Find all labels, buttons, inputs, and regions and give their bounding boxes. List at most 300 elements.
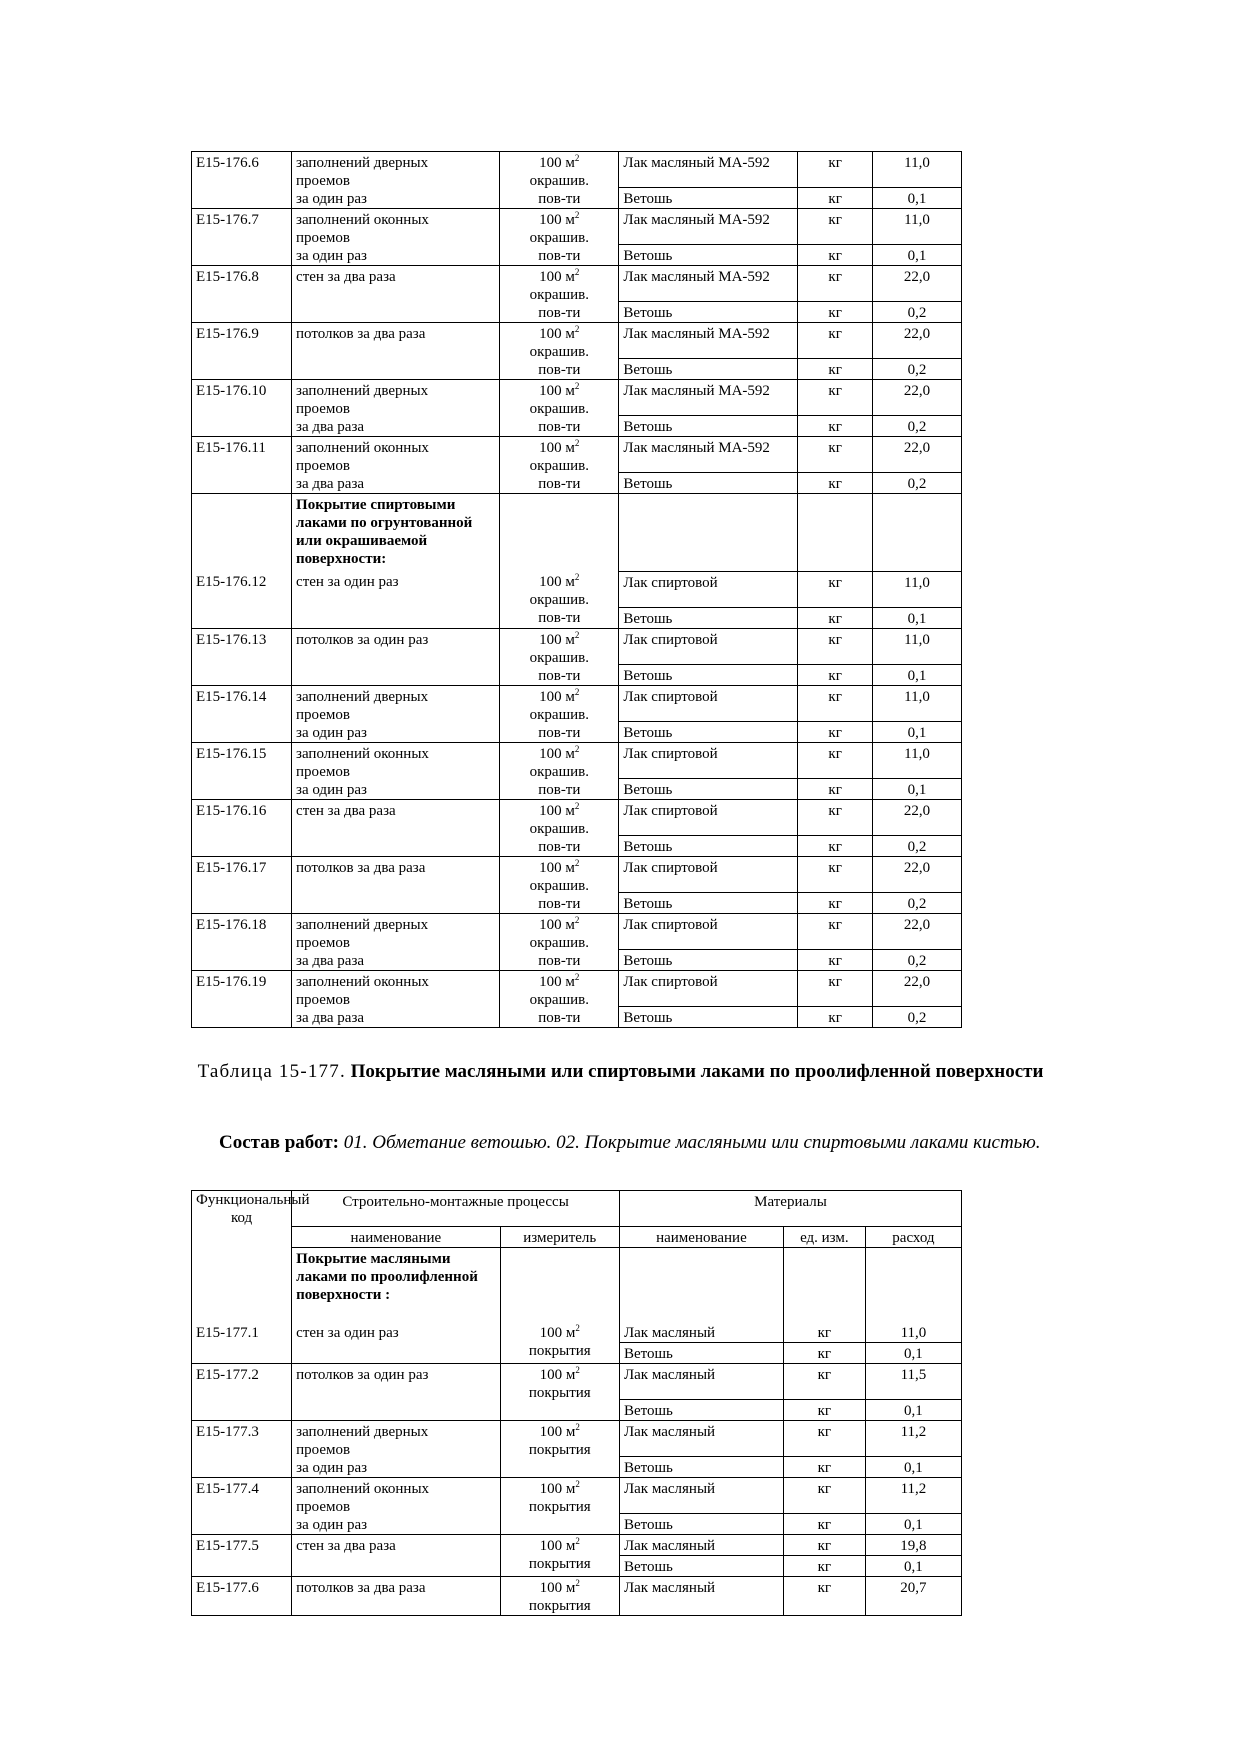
material-name: Лак масляный MA-592 xyxy=(619,152,798,188)
material-name: Лак спиртовой xyxy=(619,799,798,835)
code-cell: E15-176.16 xyxy=(192,799,292,856)
material-consumption: 22,0 xyxy=(873,856,962,892)
process-name xyxy=(292,571,500,628)
measure-line: окрашив. xyxy=(529,991,589,1008)
code-cell: E15-177.3 xyxy=(192,1420,292,1477)
measure-cell xyxy=(500,628,619,685)
table-row xyxy=(192,494,962,572)
measure-line: 100 $м^2$ xyxy=(539,438,580,456)
process-name-line: за один раз xyxy=(296,1516,368,1533)
material-name: Лак масляный xyxy=(619,1534,783,1555)
measure-cell xyxy=(500,1576,619,1615)
header-consumption: расход xyxy=(865,1227,961,1248)
process-name-line: заполнений оконных xyxy=(296,212,429,228)
material-unit: кг xyxy=(798,685,873,721)
table-row xyxy=(192,913,962,931)
measure-line: покрытия xyxy=(528,1384,591,1401)
material-consumption: 0,1 xyxy=(865,1555,961,1576)
material-unit: кг xyxy=(798,416,873,437)
material-name: Ветошь xyxy=(619,1456,783,1477)
process-name-line: за два раза xyxy=(296,1009,365,1026)
table-row xyxy=(192,437,962,455)
measure-line: окрашив. xyxy=(529,230,589,246)
process-name-line: проемов xyxy=(296,173,350,189)
material-name: Лак масляный MA-592 xyxy=(619,437,798,473)
measure-cell xyxy=(500,380,619,437)
process-name xyxy=(292,970,500,1027)
measure-line: пов-ти xyxy=(538,724,581,741)
material-name: Лак масляный MA-592 xyxy=(619,209,798,245)
material-name: Ветошь xyxy=(619,892,798,913)
header-mat-name: наименование xyxy=(619,1227,783,1248)
measure-line: пов-ти xyxy=(538,191,581,207)
material-name: Ветошь xyxy=(619,664,798,685)
code-cell: E15-176.7 xyxy=(192,209,292,266)
material-unit: кг xyxy=(798,266,873,302)
measure-cell xyxy=(500,742,619,799)
material-name: Ветошь xyxy=(619,245,798,266)
code-cell: E15-176.19 xyxy=(192,970,292,1027)
measure-cell xyxy=(500,152,619,209)
material-name: Лак масляный MA-592 xyxy=(619,380,798,416)
material-name: Ветошь xyxy=(619,359,798,380)
code-cell: E15-176.10 xyxy=(192,380,292,437)
process-name-line: за два раза xyxy=(296,952,365,969)
material-unit: кг xyxy=(798,664,873,685)
process-name xyxy=(292,323,500,380)
measure-line: 100 $м^2$ xyxy=(539,800,580,819)
code-cell: E15-176.11 xyxy=(192,437,292,494)
process-name xyxy=(292,266,500,323)
measure-cell xyxy=(500,799,619,856)
material-name: Ветошь xyxy=(619,607,798,628)
process-name xyxy=(292,152,500,209)
material-unit: кг xyxy=(783,1555,865,1576)
code-cell xyxy=(192,494,292,572)
process-name-line: за один раз xyxy=(296,1459,368,1476)
material-consumption: 22,0 xyxy=(873,913,962,949)
material-unit: кг xyxy=(798,437,873,473)
process-name-line: проемов xyxy=(296,706,350,723)
header-measure: измеритель xyxy=(500,1227,619,1248)
measure-line: 100 $м^2$ xyxy=(539,210,580,228)
table-row xyxy=(192,571,962,589)
process-name-line: потолков за один раз xyxy=(296,631,429,648)
measure-line: 100 $м^2$ xyxy=(539,1322,580,1341)
table-row xyxy=(192,856,962,874)
process-name-line: проемов xyxy=(296,763,350,780)
measure-line: окрашив. xyxy=(529,344,589,360)
material-consumption: 0,2 xyxy=(873,949,962,970)
process-name-line: за один раз xyxy=(296,191,367,207)
code-cell: E15-177.5 xyxy=(192,1534,292,1576)
material-name: Лак масляный xyxy=(619,1576,783,1615)
measure-line: 100 $м^2$ xyxy=(539,324,580,342)
process-name-line: за один раз xyxy=(296,781,367,798)
material-unit: кг xyxy=(798,571,873,607)
process-name-line: потолков за два раза xyxy=(296,326,426,342)
measure-cell xyxy=(500,856,619,913)
material-consumption: 0,2 xyxy=(873,835,962,856)
material-name: Лак спиртовой xyxy=(619,856,798,892)
measure-line: 100 $м^2$ xyxy=(539,629,580,648)
material-name: Ветошь xyxy=(619,721,798,742)
code-cell: E15-177.2 xyxy=(192,1363,292,1420)
material-unit: кг xyxy=(798,323,873,359)
material-consumption: 0,1 xyxy=(865,1399,961,1420)
material-consumption: 11,0 xyxy=(873,685,962,721)
process-name xyxy=(292,913,500,970)
material-unit: кг xyxy=(783,1477,865,1513)
process-name xyxy=(292,799,500,856)
process-name-line: заполнений дверных xyxy=(296,1423,429,1440)
measure-line: пов-ти xyxy=(538,248,581,264)
measure-line: покрытия xyxy=(528,1555,591,1572)
material-consumption: 0,2 xyxy=(873,473,962,494)
measure-line: окрашив. xyxy=(529,592,589,608)
section-title: Покрытие масляными лаками по проолифленной поверхности : xyxy=(292,1248,500,1322)
material-name: Ветошь xyxy=(619,835,798,856)
measure-line: окрашив. xyxy=(529,877,589,894)
material-unit: кг xyxy=(783,1513,865,1534)
code-cell: E15-176.14 xyxy=(192,685,292,742)
material-unit: кг xyxy=(783,1534,865,1555)
material-unit: кг xyxy=(798,152,873,188)
material-unit: кг xyxy=(798,913,873,949)
material-empty xyxy=(619,494,798,572)
measure-line: пов-ти xyxy=(538,476,581,492)
process-name-line: потолков за один раз xyxy=(296,1366,429,1383)
process-name-line: заполнений оконных xyxy=(296,440,429,456)
material-name: Ветошь xyxy=(619,1342,783,1363)
process-name-line: стен за один раз xyxy=(296,1324,399,1341)
caption-number: Таблица 15-177. xyxy=(197,1061,346,1082)
material-name: Лак спиртовой xyxy=(619,913,798,949)
material-consumption: 20,7 xyxy=(865,1576,961,1615)
unit-empty xyxy=(798,494,873,572)
process-name-line: проемов xyxy=(296,458,350,474)
consumption-empty xyxy=(865,1248,961,1322)
material-unit: кг xyxy=(798,1006,873,1027)
material-unit: кг xyxy=(783,1420,865,1456)
consumption-empty xyxy=(873,494,962,572)
material-consumption: 0,1 xyxy=(873,607,962,628)
process-name-line: стен за два раза xyxy=(296,802,396,819)
measure-line: пов-ти xyxy=(538,305,581,321)
material-name: Ветошь xyxy=(619,1399,783,1420)
material-consumption: 22,0 xyxy=(873,266,962,302)
measure-cell xyxy=(500,1363,619,1420)
material-unit: кг xyxy=(783,1576,865,1615)
measure-cell xyxy=(500,571,619,628)
material-unit: кг xyxy=(798,949,873,970)
material-unit: кг xyxy=(783,1456,865,1477)
material-consumption: 11,0 xyxy=(865,1322,961,1343)
material-consumption: 0,1 xyxy=(865,1456,961,1477)
material-name: Ветошь xyxy=(619,778,798,799)
material-consumption: 11,2 xyxy=(865,1420,961,1456)
measure-cell xyxy=(500,1420,619,1477)
material-name: Лак спиртовой xyxy=(619,970,798,1006)
table-row xyxy=(192,1576,962,1596)
material-unit: кг xyxy=(798,209,873,245)
table-row xyxy=(192,1322,962,1343)
measure-line: окрашив. xyxy=(529,649,589,666)
measure-line: пов-ти xyxy=(538,1009,581,1026)
material-name: Ветошь xyxy=(619,188,798,209)
measure-cell xyxy=(500,913,619,970)
material-name: Ветошь xyxy=(619,302,798,323)
material-unit: кг xyxy=(798,835,873,856)
material-name: Ветошь xyxy=(619,416,798,437)
measure-line: окрашив. xyxy=(529,173,589,189)
material-unit: кг xyxy=(798,892,873,913)
composition-label: Состав работ: xyxy=(219,1132,339,1153)
material-name: Ветошь xyxy=(619,1006,798,1027)
material-name: Ветошь xyxy=(619,949,798,970)
caption-title: Покрытие масляными или спиртовыми лаками по проолифленной поверхности xyxy=(350,1061,1044,1082)
process-name-line: заполнений оконных xyxy=(296,1480,430,1497)
material-consumption: 11,5 xyxy=(865,1363,961,1399)
measure-line: 100 $м^2$ xyxy=(539,1421,580,1440)
measure-line: пов-ти xyxy=(538,362,581,378)
material-consumption: 0,1 xyxy=(873,664,962,685)
measure-cell xyxy=(500,323,619,380)
material-consumption: 11,0 xyxy=(873,209,962,245)
material-unit: кг xyxy=(798,188,873,209)
material-consumption: 11,0 xyxy=(873,152,962,188)
process-name xyxy=(292,856,500,913)
process-name xyxy=(292,437,500,494)
header-processes: Строительно-монтажные процессы xyxy=(292,1191,620,1227)
table-row xyxy=(192,970,962,988)
measure-line: покрытия xyxy=(528,1342,591,1359)
measure-line: 100 $м^2$ xyxy=(539,267,580,285)
material-name: Лак спиртовой xyxy=(619,742,798,778)
process-name-line: стен за два раза xyxy=(296,1537,396,1554)
measure-line: покрытия xyxy=(528,1597,591,1614)
material-consumption: 22,0 xyxy=(873,970,962,1006)
process-name-line: проемов xyxy=(296,401,350,417)
measure-line: 100 $м^2$ xyxy=(539,857,580,876)
material-unit: кг xyxy=(798,245,873,266)
code-cell: E15-176.6 xyxy=(192,152,292,209)
measure-line: окрашив. xyxy=(529,820,589,837)
process-name-line: за один раз xyxy=(296,248,367,264)
material-name: Лак масляный xyxy=(619,1420,783,1456)
material-consumption: 11,0 xyxy=(873,628,962,664)
material-unit: кг xyxy=(798,473,873,494)
norms-table-15-177 xyxy=(191,1190,962,1616)
code-cell: E15-177.4 xyxy=(192,1477,292,1534)
process-name xyxy=(292,380,500,437)
material-consumption: 11,0 xyxy=(873,571,962,607)
measure-line: 100 $м^2$ xyxy=(539,971,580,990)
measure-line: покрытия xyxy=(528,1441,591,1458)
measure-line: пов-ти xyxy=(538,419,581,435)
material-name: Лак спиртовой xyxy=(619,685,798,721)
header-materials: Материалы xyxy=(619,1191,961,1227)
table-row xyxy=(192,152,962,170)
material-unit: кг xyxy=(798,778,873,799)
section-title: Покрытие спиртовыми лаками по огрунтованной или окрашиваемой поверхности: xyxy=(292,494,500,572)
material-unit: кг xyxy=(798,628,873,664)
process-name xyxy=(292,1477,500,1534)
process-name-line: заполнений дверных xyxy=(296,155,429,171)
table-row xyxy=(192,628,962,646)
composition-text: 01. Обметание ветошью. 02. Покрытие масляными или спиртовыми лаками кистью. xyxy=(343,1132,1041,1153)
process-name-line: за два раза xyxy=(296,419,365,435)
material-consumption: 0,2 xyxy=(873,892,962,913)
process-name xyxy=(292,1420,500,1477)
material-consumption: 22,0 xyxy=(873,799,962,835)
unit-empty xyxy=(783,1248,865,1322)
material-unit: кг xyxy=(783,1322,865,1343)
material-unit: кг xyxy=(783,1363,865,1399)
process-name-line: проемов xyxy=(296,934,350,951)
measure-line: окрашив. xyxy=(529,401,589,417)
material-consumption: 0,2 xyxy=(873,1006,962,1027)
material-consumption: 0,1 xyxy=(865,1513,961,1534)
table-row xyxy=(192,323,962,341)
measure-line: пов-ти xyxy=(538,781,581,798)
table-row xyxy=(192,742,962,760)
measure-line: окрашив. xyxy=(529,934,589,951)
code-cell: E15-176.8 xyxy=(192,266,292,323)
code-cell xyxy=(192,1248,292,1322)
material-unit: кг xyxy=(798,380,873,416)
code-cell: E15-176.13 xyxy=(192,628,292,685)
code-cell: E15-176.12 xyxy=(192,571,292,628)
process-name-line: стен за два раза xyxy=(296,269,396,285)
process-name-line: заполнений дверных xyxy=(296,688,429,705)
process-name xyxy=(292,742,500,799)
process-name xyxy=(292,1363,500,1420)
material-consumption: 0,2 xyxy=(873,359,962,380)
table-row xyxy=(192,1534,962,1555)
header-name: наименование xyxy=(292,1227,500,1248)
process-name-line: заполнений оконных xyxy=(296,973,429,990)
material-unit: кг xyxy=(798,721,873,742)
material-name: Лак масляный MA-592 xyxy=(619,266,798,302)
process-name-line: за два раза xyxy=(296,476,365,492)
measure-line: пов-ти xyxy=(538,667,581,684)
process-name xyxy=(292,1322,500,1364)
material-unit: кг xyxy=(798,856,873,892)
material-name: Лак масляный MA-592 xyxy=(619,323,798,359)
measure-line: 100 $м^2$ xyxy=(539,743,580,762)
measure-line: 100 $м^2$ xyxy=(539,572,580,590)
code-cell: E15-176.15 xyxy=(192,742,292,799)
table-row xyxy=(192,799,962,817)
measure-line: 100 $м^2$ xyxy=(539,153,580,171)
table-row xyxy=(192,266,962,284)
work-composition xyxy=(191,1131,1061,1155)
table-caption xyxy=(191,1060,1050,1084)
code-cell: E15-176.17 xyxy=(192,856,292,913)
material-unit: кг xyxy=(798,799,873,835)
measure-cell xyxy=(500,1477,619,1534)
process-name-line: потолков за два раза xyxy=(296,1579,426,1596)
measure-line: 100 $м^2$ xyxy=(539,1364,580,1383)
process-name-line: проемов xyxy=(296,1441,351,1458)
material-consumption: 0,1 xyxy=(865,1342,961,1363)
measure-cell xyxy=(500,970,619,1027)
process-name-line: за один раз xyxy=(296,724,367,741)
process-name xyxy=(292,628,500,685)
measure-cell xyxy=(500,1534,619,1576)
table-row xyxy=(192,1363,962,1381)
code-cell: E15-176.9 xyxy=(192,323,292,380)
material-unit: кг xyxy=(798,359,873,380)
material-consumption: 22,0 xyxy=(873,323,962,359)
measure-line: 100 $м^2$ xyxy=(539,686,580,705)
material-unit: кг xyxy=(798,742,873,778)
measure-cell xyxy=(500,209,619,266)
measure-empty xyxy=(500,1248,619,1322)
header-code: Функциональный код xyxy=(192,1191,292,1248)
material-consumption: 22,0 xyxy=(873,380,962,416)
process-name-line: проемов xyxy=(296,991,350,1008)
material-unit: кг xyxy=(798,970,873,1006)
measure-cell xyxy=(500,1322,619,1364)
process-name xyxy=(292,1576,500,1615)
measure-line: покрытия xyxy=(528,1498,591,1515)
table-row xyxy=(192,380,962,398)
measure-line: 100 $м^2$ xyxy=(539,1577,580,1596)
process-name-line: заполнений оконных xyxy=(296,745,429,762)
measure-line: 100 $м^2$ xyxy=(539,381,580,399)
process-name-line: проемов xyxy=(296,230,350,246)
material-name: Лак масляный xyxy=(619,1363,783,1399)
process-name-line: заполнений дверных xyxy=(296,916,429,933)
material-consumption: 0,1 xyxy=(873,245,962,266)
header-unit: ед. изм. xyxy=(783,1227,865,1248)
material-unit: кг xyxy=(783,1399,865,1420)
measure-line: пов-ти xyxy=(538,895,581,912)
unit-cell xyxy=(500,494,619,572)
table-row xyxy=(192,685,962,703)
material-name: Лак спиртовой xyxy=(619,571,798,607)
process-name-line: проемов xyxy=(296,1498,351,1515)
measure-line: 100 $м^2$ xyxy=(539,1535,580,1554)
material-consumption: 11,0 xyxy=(873,742,962,778)
measure-line: окрашив. xyxy=(529,706,589,723)
process-name-line: потолков за два раза xyxy=(296,859,426,876)
table-row xyxy=(192,1420,962,1438)
measure-cell xyxy=(500,437,619,494)
measure-line: пов-ти xyxy=(538,838,581,855)
material-unit: кг xyxy=(798,607,873,628)
measure-line: окрашив. xyxy=(529,287,589,303)
material-unit: кг xyxy=(798,302,873,323)
code-cell: E15-177.6 xyxy=(192,1576,292,1615)
material-consumption: 0,1 xyxy=(873,188,962,209)
norms-table-15-176 xyxy=(191,151,962,1028)
measure-line: 100 $м^2$ xyxy=(539,1478,580,1497)
material-unit: кг xyxy=(783,1342,865,1363)
material-name: Лак масляный xyxy=(619,1322,783,1343)
process-name-line: заполнений дверных xyxy=(296,383,429,399)
code-cell: E15-176.18 xyxy=(192,913,292,970)
section-row xyxy=(192,1248,962,1322)
measure-cell xyxy=(500,685,619,742)
material-empty xyxy=(619,1248,783,1322)
measure-line: пов-ти xyxy=(538,610,581,626)
measure-cell xyxy=(500,266,619,323)
code-cell: E15-177.1 xyxy=(192,1322,292,1364)
material-consumption: 0,1 xyxy=(873,721,962,742)
